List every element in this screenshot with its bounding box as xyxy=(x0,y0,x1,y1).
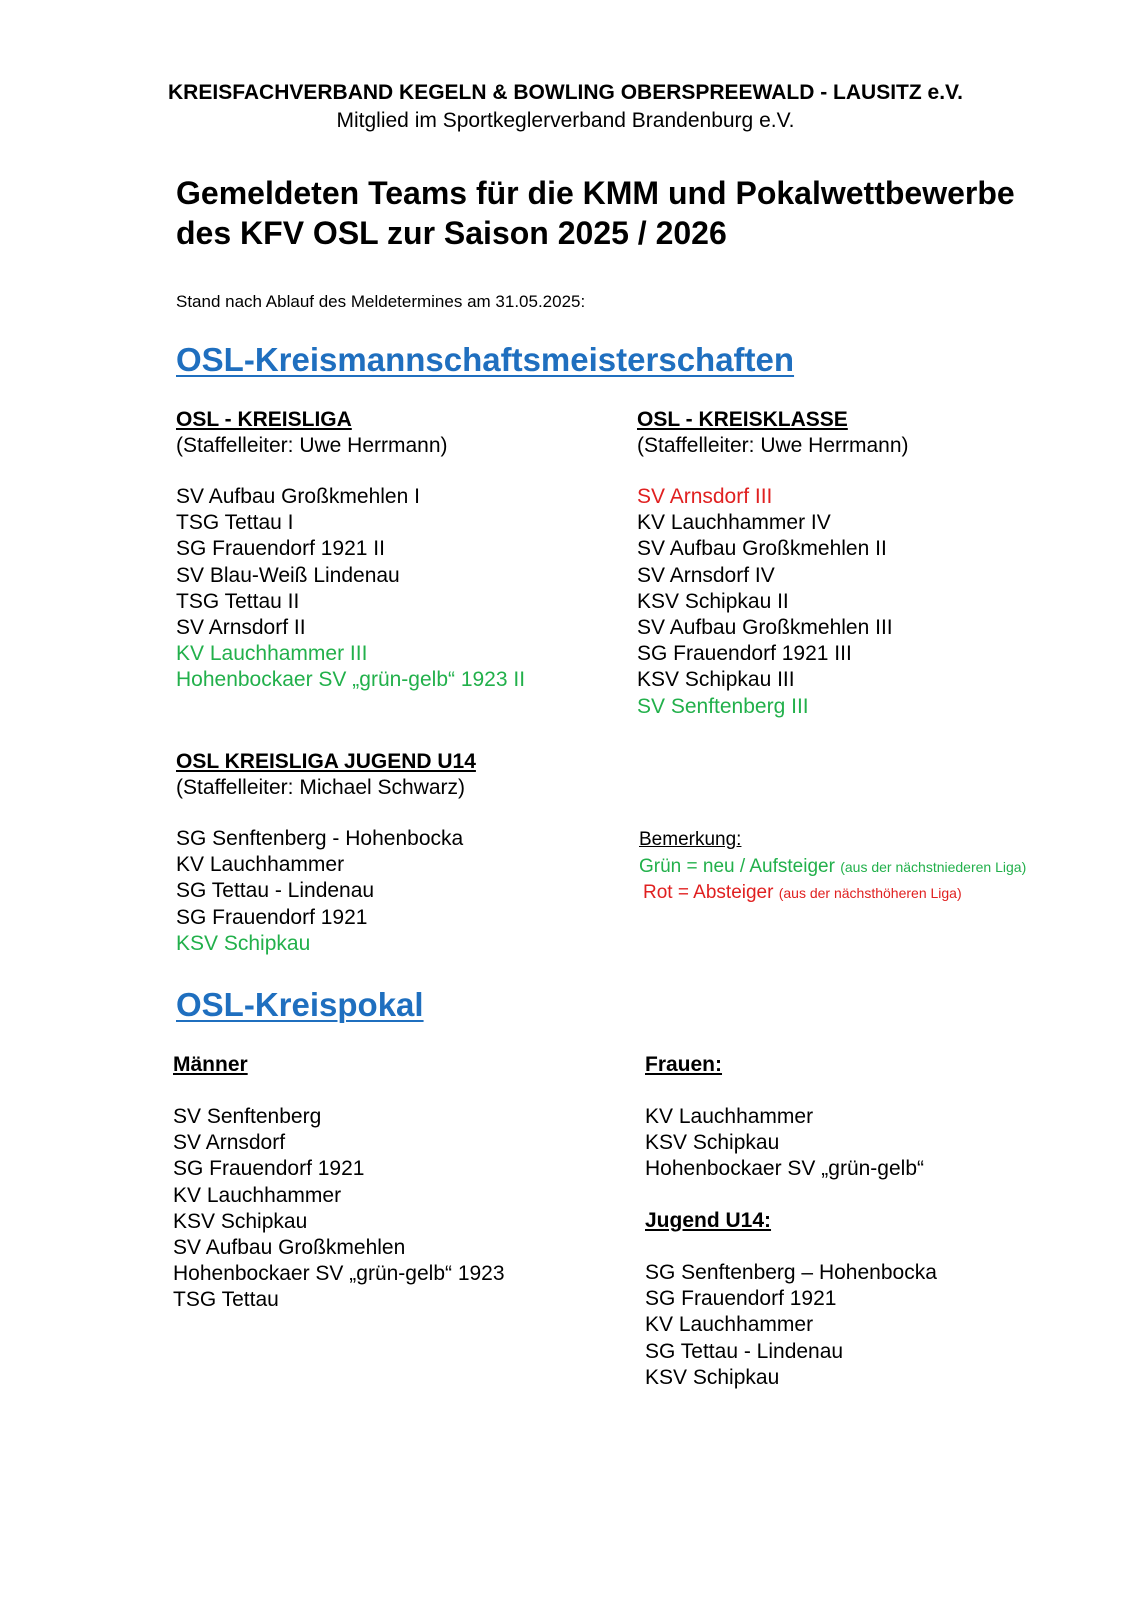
team-item: SV Arnsdorf II xyxy=(176,616,306,640)
remark-red-note: (aus der nächsthöheren Liga) xyxy=(778,885,962,901)
group-heading: OSL - KREISKLASSE xyxy=(637,408,848,431)
team-list-pokal-frauen xyxy=(645,1104,924,1183)
page-title xyxy=(176,173,1015,253)
group-leader: (Staffelleiter: Michael Schwarz) xyxy=(176,776,466,799)
team-item: KV Lauchhammer xyxy=(645,1313,814,1337)
status-date-line: Stand nach Ablauf des Meldetermines am 31.05.2025: xyxy=(176,292,586,311)
group-leader: (Staffelleiter: Uwe Herrmann) xyxy=(176,434,448,457)
group-heading: OSL - KREISLIGA xyxy=(176,408,352,431)
team-item: SV Senftenberg xyxy=(173,1105,322,1128)
team-list-kreisliga-jugend xyxy=(176,826,463,957)
team-item: SV Aufbau Großkmehlen III xyxy=(637,616,893,640)
page-title-line-2: des KFV OSL zur Saison 2025 / 2026 xyxy=(176,215,727,251)
team-item: SG Tettau - Lindenau xyxy=(645,1339,844,1363)
team-item: KV Lauchhammer IV xyxy=(637,511,831,535)
remark-green-note: (aus der nächstniederen Liga) xyxy=(840,859,1027,875)
team-item: SG Senftenberg – Hohenbocka xyxy=(645,1261,937,1284)
group-heading-frauen: Frauen: xyxy=(645,1053,723,1076)
team-item: KSV Schipkau xyxy=(645,1131,780,1155)
team-item: Hohenbockaer SV „grün-gelb“ 1923 II xyxy=(176,668,526,692)
group-heading-maenner: Männer xyxy=(173,1053,248,1076)
team-item: SG Frauendorf 1921 III xyxy=(637,642,852,666)
team-list-pokal-jugend xyxy=(645,1260,937,1391)
team-item: SV Aufbau Großkmehlen xyxy=(173,1236,406,1260)
team-item: TSG Tettau I xyxy=(176,511,294,535)
team-item: TSG Tettau xyxy=(173,1288,279,1312)
team-list-pokal-maenner xyxy=(173,1104,505,1314)
team-item: SV Arnsdorf III xyxy=(637,485,773,508)
team-item: SV Aufbau Großkmehlen II xyxy=(637,537,887,561)
group-kreisliga xyxy=(176,407,448,459)
group-heading-jugend: Jugend U14: xyxy=(645,1209,772,1232)
team-item: Hohenbockaer SV „grün-gelb“ 1923 xyxy=(173,1262,505,1286)
team-item: KV Lauchhammer xyxy=(176,853,345,877)
team-item: SG Frauendorf 1921 xyxy=(645,1287,837,1311)
team-item: SG Frauendorf 1921 xyxy=(176,905,368,929)
team-item: KSV Schipkau xyxy=(176,931,311,955)
team-item: KV Lauchhammer xyxy=(645,1105,814,1128)
remark-green xyxy=(639,855,1026,879)
team-item: SG Frauendorf 1921 xyxy=(173,1157,365,1181)
remark-red xyxy=(643,881,962,905)
association-name: KREISFACHVERBAND KEGELN & BOWLING OBERSPREEWALD - LAUSITZ e.V. xyxy=(168,81,963,104)
team-list-kreisliga xyxy=(176,484,525,694)
team-item: SV Arnsdorf IV xyxy=(637,563,775,587)
team-item: KV Lauchhammer xyxy=(173,1183,342,1207)
team-item: KSV Schipkau xyxy=(173,1209,308,1233)
membership-line: Mitglied im Sportkeglerverband Brandenburg e.V. xyxy=(336,109,795,132)
group-kreisklasse xyxy=(637,407,909,459)
team-item: SG Senftenberg - Hohenbocka xyxy=(176,827,464,850)
team-item: KV Lauchhammer III xyxy=(176,642,368,666)
remark-heading: Bemerkung: xyxy=(639,829,742,850)
group-leader: (Staffelleiter: Uwe Herrmann) xyxy=(637,434,909,457)
team-list-kreisklasse xyxy=(637,484,893,720)
team-item: SG Frauendorf 1921 II xyxy=(176,537,385,561)
team-item: SV Senftenberg III xyxy=(637,694,809,718)
section-heading-pokal: OSL-Kreispokal xyxy=(176,986,424,1023)
page-title-line-1: Gemeldeten Teams für die KMM und Pokalwettbewerbe xyxy=(176,175,1015,211)
team-item: SG Tettau - Lindenau xyxy=(176,879,375,903)
group-heading: OSL KREISLIGA JUGEND U14 xyxy=(176,750,476,773)
team-item: KSV Schipkau xyxy=(645,1365,780,1389)
group-kreisliga-jugend xyxy=(176,749,476,801)
remark-red-label: Rot = Absteiger xyxy=(643,882,774,903)
team-item: Hohenbockaer SV „grün-gelb“ xyxy=(645,1157,924,1181)
team-item: KSV Schipkau III xyxy=(637,668,795,692)
team-item: SV Aufbau Großkmehlen I xyxy=(176,485,420,508)
team-item: SV Blau-Weiß Lindenau xyxy=(176,563,400,587)
team-item: KSV Schipkau II xyxy=(637,589,789,613)
team-item: SV Arnsdorf xyxy=(173,1131,286,1155)
team-item: TSG Tettau II xyxy=(176,589,300,613)
section-heading-kmm: OSL-Kreismannschaftsmeisterschaften xyxy=(176,341,795,378)
remark-green-label: Grün = neu / Aufsteiger xyxy=(639,856,835,877)
